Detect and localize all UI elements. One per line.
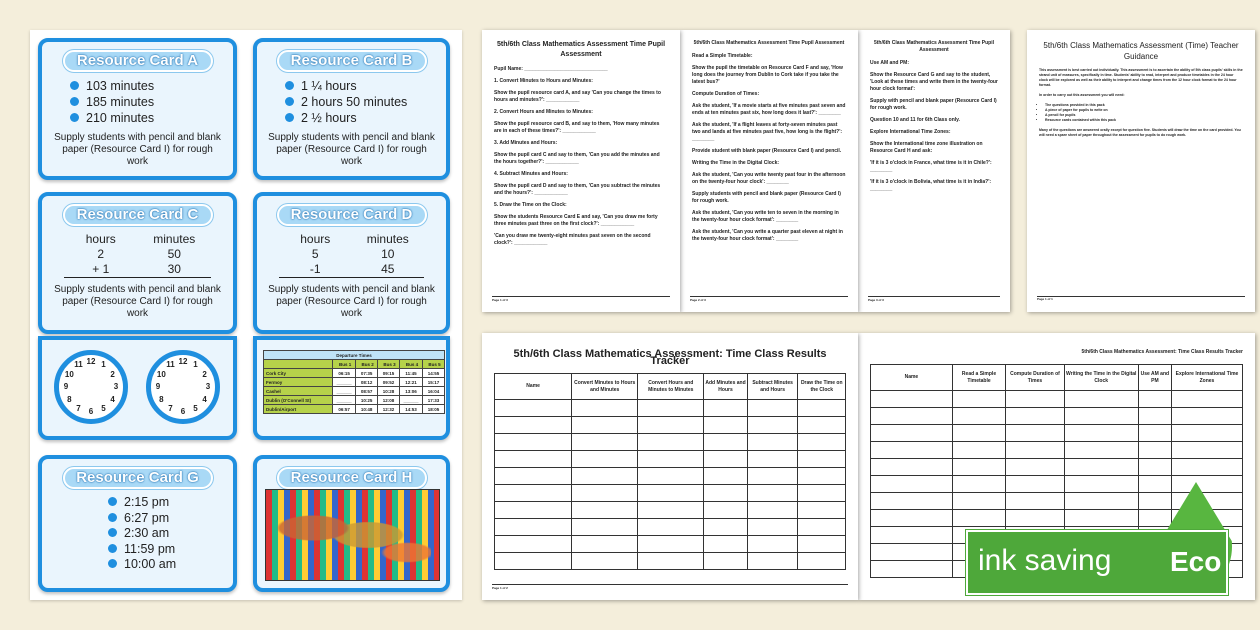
clock-number: 11 bbox=[166, 360, 175, 370]
table-row bbox=[495, 400, 846, 417]
list-item: • A piece of paper for pupils to write on bbox=[1045, 108, 1243, 113]
math-problem: hours minutes 2 50 + 1 30 bbox=[64, 232, 211, 278]
table-cell bbox=[952, 493, 1005, 510]
clock-number: 2 bbox=[202, 369, 207, 379]
table-cell: 09:15 bbox=[378, 369, 400, 378]
table-row bbox=[495, 417, 846, 434]
card-title: Resource Card B bbox=[277, 50, 427, 72]
table-cell bbox=[495, 468, 572, 485]
clock-number: 9 bbox=[63, 382, 69, 391]
column-header: Bus 3 bbox=[378, 360, 400, 369]
table-cell: ______ bbox=[333, 387, 356, 396]
table-row bbox=[495, 536, 846, 553]
table-cell bbox=[572, 553, 638, 570]
table-row bbox=[264, 369, 445, 378]
paragraph: Ask the student, 'Can you write a quarter past eleven at night in the twenty-four hour clock format': ________ bbox=[692, 229, 843, 242]
table-cell: Dublin/Airport bbox=[264, 405, 333, 414]
table-cell bbox=[1171, 425, 1242, 442]
paragraph: Ask the student, 'If a movie starts at five minutes past seven and ends at ten minutes past six, how long does it last?': ________ bbox=[692, 103, 846, 116]
world-time-zone-map bbox=[265, 489, 440, 581]
table-cell: 10:48 bbox=[356, 405, 378, 414]
table-cell bbox=[747, 434, 798, 451]
paragraph: 'If it is 3 o'clock in Bolivia, what time is it in India?': ________ bbox=[870, 179, 992, 192]
table-cell bbox=[798, 553, 846, 570]
paragraph: Compute Duration of Times: bbox=[692, 91, 760, 97]
clock-number: 6 bbox=[88, 407, 94, 416]
list-item: 2 hours 50 minutes bbox=[285, 94, 436, 110]
resource-card-b bbox=[253, 38, 450, 180]
table-cell bbox=[495, 400, 572, 417]
list-item: 103 minutes bbox=[70, 78, 223, 94]
list-item: 1 ¼ hours bbox=[285, 78, 436, 94]
column-header: Bus 4 bbox=[400, 360, 423, 369]
table-cell: 08:12 bbox=[356, 378, 378, 387]
table-row bbox=[871, 425, 1243, 442]
table-cell bbox=[1064, 425, 1138, 442]
table-cell bbox=[871, 408, 953, 425]
table-cell bbox=[704, 451, 747, 468]
list-item: • A pencil for pupils bbox=[1045, 113, 1243, 118]
paragraph: 2. Convert Hours and Minutes to Minutes: bbox=[494, 109, 593, 115]
table-row bbox=[495, 502, 846, 519]
math-problem: hours minutes 5 10 -1 45 bbox=[279, 232, 424, 278]
table-cell bbox=[952, 510, 1005, 527]
paragraph: Show the International time zone illustration on Resource Card H and ask: bbox=[870, 141, 983, 154]
clock-number: 1 bbox=[101, 360, 106, 370]
table-cell bbox=[798, 434, 846, 451]
paragraph: Show the pupil card D and say to them, 'Can you subtract the minutes and the hours?': ____________ bbox=[494, 183, 661, 196]
paragraph: 3. Add Minutes and Hours: bbox=[494, 140, 558, 146]
resource-card-a bbox=[38, 38, 237, 180]
column-header: Bus 2 bbox=[356, 360, 378, 369]
table-cell: 15:17 bbox=[423, 378, 445, 387]
table-cell bbox=[495, 417, 572, 434]
pupil-assessment-page-1: 5th/6th Class Mathematics Assessment Time Pupil Assessment Pupil Name: ______________________________ 1. Convert Minutes to Hours and Minutes: Show the pupil resource card A, and say 'Can you change the times to hours and minutes?': ____________ 2. Convert Hours and Minutes to Minutes: Show the pupil resource card B, and say to them, 'How many minutes are in each of these times?': ____________ 3. Add Minutes and Hours: Show the pupil card C and say to them, 'Can you add the minutes and the hours together?': ____________ 4. Subtract Minutes and Hours: Show the pupil card D and say to them, 'Can you subtract the minutes and the hours?': ____________ 5. Draw the Time on the Clock: Show the students Resource Card E and say, 'Can you draw me forty three minutes past three on the first clock?': ____________ 'Can you draw me twenty-eight minutes past seven on the second clock?': ____________ Page 1 of 3 bbox=[482, 30, 680, 312]
column-header: Writing the Time in the Digital Clock bbox=[1064, 365, 1138, 391]
table-cell bbox=[638, 536, 704, 553]
table-cell: Cork City bbox=[264, 369, 333, 378]
table-cell bbox=[1138, 408, 1171, 425]
clock-number: 2 bbox=[110, 369, 115, 379]
table-row bbox=[871, 408, 1243, 425]
table-cell bbox=[871, 476, 953, 493]
paragraph: Explore International Time Zones: bbox=[870, 129, 951, 135]
table-cell: Cashel bbox=[264, 387, 333, 396]
table-cell bbox=[704, 485, 747, 502]
table-cell bbox=[495, 434, 572, 451]
list-item: 185 minutes bbox=[70, 94, 223, 110]
table-cell bbox=[1138, 391, 1171, 408]
table-cell: 12:32 bbox=[378, 405, 400, 414]
table-row bbox=[495, 553, 846, 570]
table-cell bbox=[1006, 408, 1065, 425]
table-row bbox=[264, 405, 445, 414]
table-cell bbox=[1006, 391, 1065, 408]
table-cell: 10:25 bbox=[356, 396, 378, 405]
table-cell bbox=[1138, 459, 1171, 476]
column-header: Read a Simple Timetable bbox=[952, 365, 1005, 391]
table-cell bbox=[704, 400, 747, 417]
table-cell bbox=[572, 536, 638, 553]
resource-card-d bbox=[253, 192, 450, 334]
teacher-guidance-page: 5th/6th Class Mathematics Assessment (Time) Teacher Guidance This assessment is best carried out individually. This assessment is to ascertain the ability of 5th class pupils' skills in the strand unit of measures, specifically in time. Students' ability to read, interpret and produce timetables in the 24 hour clock will be explored as well as their ability to interpret and change times from the 12 hour clock format to the 24 hour format. In order to carry out this assessment you will need: • The questions provided in this pack • A piece of paper for pupils to write on • A pencil for pupils • Resource cards contained within this pack Many of the questions are answered orally except for question five. Students will draw the time on the card provided. You will need a spare sheet of paper throughout the assessment for pupils to do rough work. Page 1 of 1 bbox=[1027, 30, 1255, 312]
card-note: Supply students with pencil and blank paper (Resource Card I) for rough work bbox=[268, 284, 435, 319]
clock-number: 4 bbox=[110, 394, 115, 404]
table-cell bbox=[572, 417, 638, 434]
table-cell bbox=[704, 468, 747, 485]
column-header: Draw the Time on the Clock bbox=[798, 374, 846, 400]
clock-number: 5 bbox=[193, 403, 198, 413]
table-cell bbox=[638, 468, 704, 485]
clock-number: 5 bbox=[101, 403, 106, 413]
table-cell bbox=[638, 417, 704, 434]
table-row bbox=[495, 434, 846, 451]
clock-number: 9 bbox=[155, 382, 161, 391]
paragraph: Supply students with pencil and blank paper (Resource Card I) for rough work. bbox=[692, 191, 841, 204]
badge-text: ink saving bbox=[978, 544, 1112, 577]
column-header: Use AM and PM bbox=[1138, 365, 1171, 391]
list-item: 210 minutes bbox=[70, 110, 223, 126]
clock-number: 12 bbox=[178, 357, 188, 366]
resource-card-h bbox=[253, 455, 450, 592]
page-footer: Page 2 of 3 bbox=[690, 296, 848, 304]
table-row bbox=[495, 468, 846, 485]
table-cell bbox=[747, 553, 798, 570]
table-cell bbox=[1006, 442, 1065, 459]
paragraph: Ask the student, 'If a flight leaves at forty-seven minutes past two and lands at five minutes past five, how long is the flight?': ________ bbox=[692, 122, 843, 142]
table-cell bbox=[495, 536, 572, 553]
paragraph: Show the pupil resource card A, and say 'Can you change the times to hours and minutes?': ____________ bbox=[494, 90, 661, 103]
eco-label: Eco bbox=[1170, 546, 1222, 577]
table-cell bbox=[871, 391, 953, 408]
paragraph: Writing the Time in the Digital Clock: bbox=[692, 160, 780, 166]
list-item: 11:59 pm bbox=[108, 542, 223, 558]
table-cell: 14:53 bbox=[400, 405, 423, 414]
table-cell: 16:04 bbox=[423, 387, 445, 396]
table-cell: 12:08 bbox=[378, 396, 400, 405]
table-cell: 11:45 bbox=[400, 369, 423, 378]
pupil-assessment-page-2: 5th/6th Class Mathematics Assessment Time Pupil Assessment Read a Simple Timetable: Show the pupil the timetable on Resource Card F and say, 'How long does the journey from Dublin to Cork take if you take the latest bus?' Compute Duration of Times: Ask the student, 'If a movie starts at five minutes past seven and ends at ten minutes past six, how long does it last?': ________ Ask the student, 'If a flight leaves at forty-seven minutes past two and lands at five minutes past five, how long is the flight?': ________ Provide student with blank paper (Resource Card I) and pencil. Writing the Time in the Digital Clock: Ask the student, 'Can you write twenty past four in the afternoon on the twenty-four hour clock': ________ Supply students with pencil and blank paper (Resource Card I) for rough work. Ask the student, 'Can you write ten to seven in the morning in the twenty-four hour clock format': ________ Ask the student, 'Can you write a quarter past eleven at night in the twenty-four hour clock format': ________ Page 2 of 3 bbox=[680, 30, 858, 312]
table-cell: ______ bbox=[333, 396, 356, 405]
paragraph: Use AM and PM: bbox=[870, 60, 909, 66]
table-cell bbox=[495, 502, 572, 519]
clock-number: 12 bbox=[86, 357, 96, 366]
list-item: • The questions provided in this pack bbox=[1045, 103, 1243, 108]
table-row bbox=[495, 485, 846, 502]
table-cell bbox=[798, 519, 846, 536]
table-row bbox=[871, 442, 1243, 459]
table-cell: 18:05 bbox=[423, 405, 445, 414]
results-tracker-page-2: 5th/6th Class Mathematics Assessment: Time Class Results Tracker Name Read a Simple Timetable Compute Duration of Times Writing the Time in the Digital Clock Use AM and PM Explore International Time Zones bbox=[858, 333, 1255, 600]
table-row bbox=[495, 451, 846, 468]
table-cell bbox=[638, 519, 704, 536]
clock-number: 10 bbox=[156, 369, 166, 379]
table-cell: 13:06 bbox=[400, 387, 423, 396]
column-header: Compute Duration of Times bbox=[1006, 365, 1065, 391]
table-cell: ______ bbox=[333, 378, 356, 387]
column-header: Convert Minutes to Hours and Minutes bbox=[572, 374, 638, 400]
table-cell: 08:57 bbox=[356, 387, 378, 396]
table-cell bbox=[704, 502, 747, 519]
table-cell bbox=[495, 485, 572, 502]
table-cell bbox=[704, 434, 747, 451]
table-cell bbox=[747, 519, 798, 536]
table-cell: ______ bbox=[400, 396, 423, 405]
table-cell: Fermoy bbox=[264, 378, 333, 387]
table-cell bbox=[495, 451, 572, 468]
table-cell bbox=[1171, 476, 1242, 493]
paragraph: 5. Draw the Time on the Clock: bbox=[494, 202, 567, 208]
clock-face-icon bbox=[146, 350, 220, 424]
table-cell: 06:15 bbox=[333, 369, 356, 378]
table-cell bbox=[704, 536, 747, 553]
card-title: Resource Card H bbox=[277, 467, 427, 489]
table-cell bbox=[704, 519, 747, 536]
list-item: 2 ½ hours bbox=[285, 110, 436, 126]
column-header: Name bbox=[871, 365, 953, 391]
table-cell bbox=[1064, 391, 1138, 408]
table-row bbox=[495, 519, 846, 536]
table-cell bbox=[638, 434, 704, 451]
card-title: Resource Card G bbox=[63, 467, 213, 489]
table-cell bbox=[1171, 442, 1242, 459]
table-cell bbox=[495, 519, 572, 536]
table-cell bbox=[638, 451, 704, 468]
table-cell bbox=[871, 544, 953, 561]
bus-timetable: Departure Times Bus 1 Bus 2 Bus 3 Bus 4 Bus 5 Cork City 06:15 07:35 09:15 11:45 14:55 Fermoy ______ 08:12 09:52 12:21 15:17 Cashel ______ 08:57 10:28 13:06 16:04 Dublin (O'Connell St) ______ 10:25 12:08 ______ 17:33 Dublin/Airport 06:57 10:48 12:32 14:53 18:05 bbox=[263, 350, 445, 414]
table-cell bbox=[952, 425, 1005, 442]
column-header: Bus 5 bbox=[423, 360, 445, 369]
table-cell bbox=[572, 502, 638, 519]
table-cell bbox=[1006, 459, 1065, 476]
clock-number: 8 bbox=[67, 394, 72, 404]
table-cell bbox=[871, 425, 953, 442]
paragraph: Ask the student, 'Can you write twenty past four in the afternoon on the twenty-four hour clock': ________ bbox=[692, 172, 846, 185]
table-cell bbox=[798, 451, 846, 468]
table-cell bbox=[1138, 425, 1171, 442]
table-cell: 14:55 bbox=[423, 369, 445, 378]
table-cell bbox=[704, 553, 747, 570]
table-cell bbox=[704, 417, 747, 434]
paragraph: Provide student with blank paper (Resource Card I) and pencil. bbox=[692, 148, 842, 154]
paragraph: Show the Resource Card G and say to the student, 'Look at these times and write them in the twenty-four hour clock format': bbox=[870, 72, 998, 92]
paragraph: Show the pupil card C and say to them, 'Can you add the minutes and the hours together?': ____________ bbox=[494, 152, 660, 165]
list-item: 10:00 am bbox=[108, 557, 223, 573]
clock-number: 4 bbox=[202, 394, 207, 404]
table-cell bbox=[495, 553, 572, 570]
ink-saving-badge bbox=[966, 530, 1228, 595]
table-cell bbox=[1064, 493, 1138, 510]
table-cell bbox=[1064, 510, 1138, 527]
card-title: Resource Card A bbox=[63, 50, 213, 72]
clock-number: 3 bbox=[113, 382, 119, 391]
paragraph: Question 10 and 11 for 6th Class only. bbox=[870, 117, 960, 123]
table-row bbox=[871, 391, 1243, 408]
paragraph: 'Can you draw me twenty-eight minutes past seven on the second clock?': ____________ bbox=[494, 233, 651, 246]
table-cell bbox=[638, 553, 704, 570]
table-cell bbox=[1064, 408, 1138, 425]
table-cell bbox=[952, 391, 1005, 408]
paragraph: Show the pupil resource card B, and say to them, 'How many minutes are in each of these times?': ____________ bbox=[494, 121, 660, 134]
table-cell bbox=[798, 417, 846, 434]
table-cell bbox=[1006, 493, 1065, 510]
table-cell bbox=[572, 451, 638, 468]
table-cell bbox=[1138, 510, 1171, 527]
column-header: Add Minutes and Hours bbox=[704, 374, 747, 400]
table-cell bbox=[1171, 408, 1242, 425]
list-item: • Resource cards contained within this pack bbox=[1045, 118, 1243, 123]
table-cell bbox=[747, 451, 798, 468]
table-cell bbox=[1171, 391, 1242, 408]
page-footer: Page 1 of 3 bbox=[492, 296, 670, 304]
table-cell bbox=[871, 527, 953, 544]
table-cell bbox=[952, 442, 1005, 459]
table-cell bbox=[1064, 442, 1138, 459]
table-cell bbox=[798, 400, 846, 417]
column-header: Bus 1 bbox=[333, 360, 356, 369]
table-cell bbox=[1006, 425, 1065, 442]
table-cell bbox=[798, 468, 846, 485]
table-cell: 17:33 bbox=[423, 396, 445, 405]
table-cell bbox=[572, 468, 638, 485]
paragraph: Read a Simple Timetable: bbox=[692, 53, 753, 59]
table-row bbox=[264, 378, 445, 387]
clock-number: 3 bbox=[205, 382, 211, 391]
table-cell bbox=[1006, 476, 1065, 493]
column-header: Explore International Time Zones bbox=[1171, 365, 1242, 391]
table-cell bbox=[871, 442, 953, 459]
table-cell: 12:21 bbox=[400, 378, 423, 387]
clock-number: 6 bbox=[180, 407, 186, 416]
table-cell bbox=[638, 400, 704, 417]
table-cell bbox=[638, 502, 704, 519]
clock-face-icon bbox=[54, 350, 128, 424]
table-cell bbox=[747, 485, 798, 502]
paragraph: Show the pupil the timetable on Resource Card F and say, 'How long does the journey from Dublin to Cork take if you take the latest bus?' bbox=[692, 65, 843, 85]
table-cell bbox=[1138, 442, 1171, 459]
paragraph: Ask the student, 'Can you write ten to seven in the morning in the twenty-four hour clock format': ________ bbox=[692, 210, 839, 223]
list-item: 6:27 pm bbox=[108, 511, 223, 527]
resource-card-f bbox=[253, 336, 450, 440]
column-header: Convert Hours and Minutes to Minutes bbox=[638, 374, 704, 400]
resource-card-e bbox=[38, 336, 237, 440]
table-cell bbox=[798, 485, 846, 502]
table-cell bbox=[638, 485, 704, 502]
table-cell bbox=[952, 408, 1005, 425]
table-cell bbox=[1064, 459, 1138, 476]
clock-number: 7 bbox=[168, 403, 173, 413]
paragraph: 'If it is 3 o'clock in France, what time is it in Chile?': ________ bbox=[870, 160, 992, 173]
table-cell: 10:28 bbox=[378, 387, 400, 396]
clock-number: 8 bbox=[159, 394, 164, 404]
table-cell bbox=[952, 459, 1005, 476]
resource-card-c bbox=[38, 192, 237, 334]
paragraph: 1. Convert Minutes to Hours and Minutes: bbox=[494, 78, 593, 84]
table-cell bbox=[1138, 476, 1171, 493]
card-title: Resource Card D bbox=[277, 204, 427, 226]
table-cell bbox=[747, 417, 798, 434]
paragraph: Supply with pencil and blank paper (Resource Card I) for rough work. bbox=[870, 98, 997, 111]
page-footer: Page 3 of 3 bbox=[868, 296, 1000, 304]
table-row bbox=[264, 387, 445, 396]
table-cell bbox=[871, 493, 953, 510]
clock-number: 7 bbox=[76, 403, 81, 413]
table-cell bbox=[871, 510, 953, 527]
table-cell bbox=[952, 476, 1005, 493]
column-header: Name bbox=[495, 374, 572, 400]
paragraph: 4. Subtract Minutes and Hours: bbox=[494, 171, 568, 177]
table-cell bbox=[871, 561, 953, 578]
table-cell bbox=[1064, 476, 1138, 493]
table-cell bbox=[747, 400, 798, 417]
page-footer: Page 1 of 1 bbox=[1037, 296, 1245, 304]
card-title: Resource Card C bbox=[63, 204, 213, 226]
clock-number: 11 bbox=[74, 360, 83, 370]
table-cell bbox=[572, 400, 638, 417]
card-note: Supply students with pencil and blank paper (Resource Card I) for rough work bbox=[54, 284, 221, 319]
page-footer: Page 1 of 2 bbox=[492, 584, 848, 592]
table-cell bbox=[572, 519, 638, 536]
table-cell bbox=[747, 468, 798, 485]
list-item: 2:15 pm bbox=[108, 495, 223, 511]
table-cell bbox=[798, 536, 846, 553]
table-cell bbox=[1171, 459, 1242, 476]
pupil-assessment-page-3: 5th/6th Class Mathematics Assessment Time Pupil Assessment Use AM and PM: Show the Resource Card G and say to the student, 'Look at these times and write them in the twenty-four hour clock format': Supply with pencil and blank paper (Resource Card I) for rough work. Question 10 and 11 for 6th Class only. Explore International Time Zones: Show the International time zone illustration on Resource Card H and ask: 'If it is 3 o'clock in France, what time is it in Chile?': ________ 'If it is 3 o'clock in Bolivia, what time is it in India?': ________ Page 3 of 3 bbox=[858, 30, 1010, 312]
list-item: 2:30 am bbox=[108, 526, 223, 542]
table-cell: 06:57 bbox=[333, 405, 356, 414]
table-cell bbox=[1006, 510, 1065, 527]
table-cell: 09:52 bbox=[378, 378, 400, 387]
table-cell bbox=[572, 434, 638, 451]
table-cell: 07:35 bbox=[356, 369, 378, 378]
table-cell bbox=[798, 502, 846, 519]
clock-number: 10 bbox=[64, 369, 74, 379]
card-note: Supply students with pencil and blank paper (Resource Card I) for rough work bbox=[54, 132, 221, 167]
table-row bbox=[264, 396, 445, 405]
table-cell: Dublin (O'Connell St) bbox=[264, 396, 333, 405]
paragraph: Show the students Resource Card E and say, 'Can you draw me forty three minutes past three on the first clock?': ____________ bbox=[494, 214, 658, 227]
table-cell bbox=[747, 502, 798, 519]
table-cell bbox=[871, 459, 953, 476]
table-row bbox=[871, 476, 1243, 493]
table-row bbox=[871, 459, 1243, 476]
card-note: Supply students with pencil and blank paper (Resource Card I) for rough work bbox=[268, 132, 435, 167]
clock-number: 1 bbox=[193, 360, 198, 370]
column-header: Subtract Minutes and Hours bbox=[747, 374, 798, 400]
resource-card-g bbox=[38, 455, 237, 592]
table-cell bbox=[747, 536, 798, 553]
table-cell bbox=[572, 485, 638, 502]
results-tracker-page-1: 5th/6th Class Mathematics Assessment: Time Class Results Tracker Name Convert Minutes to Hours and Minutes Convert Hours and Minutes to Minutes Add Minutes and Hours Subtract Minutes and Hours Draw the Time on the Clock Page 1 of 2 bbox=[482, 333, 858, 600]
table-cell bbox=[1138, 493, 1171, 510]
